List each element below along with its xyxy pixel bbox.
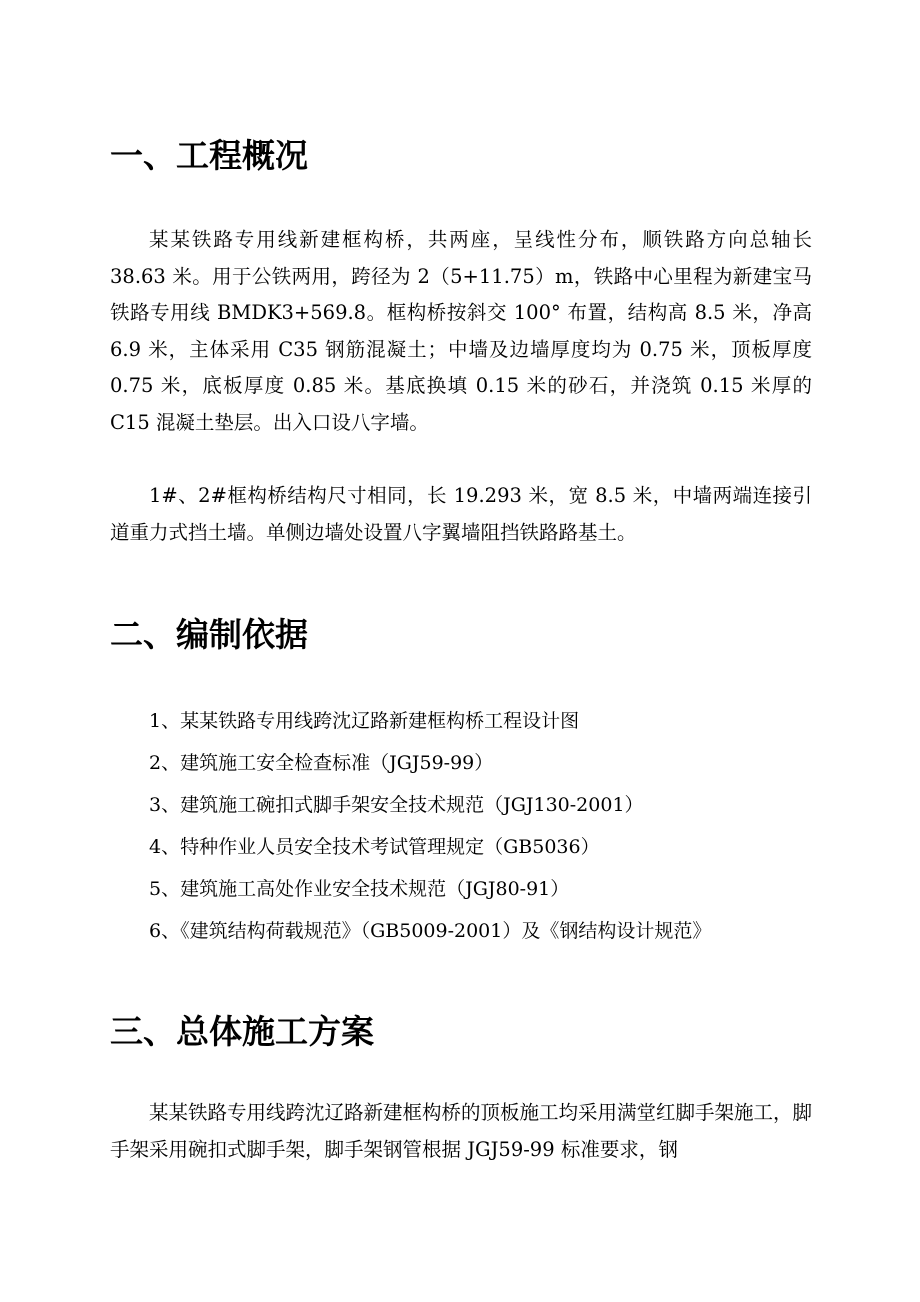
overview-paragraph-1: 某某铁路专用线新建框构桥，共两座，呈线性分布，顺铁路方向总轴长 38.63 米。用于公铁两用，跨径为 2（5+11.75）m，铁路中心里程为新建宝马铁路专用线 BMDK3+569.8。框构桥按斜交 100° 布置，结构高 8.5 米，净高 6.9 米，主体采用 C35 钢筋混凝土；中墙及边墙厚度均为 0.75 米，顶板厚度 0.75 米，底板厚度 0.85 米。基底换填 0.15 米的砂石，并浇筑 0.15 米厚的 C15 混凝土垫层。出入口设八字墙。 [110, 228, 812, 434]
section-heading-overview: 一、工程概况 [110, 136, 308, 175]
basis-list-item: 2、建筑施工安全检查标准（JGJ59-99） [149, 752, 494, 774]
basis-list-item: 4、特种作业人员安全技术考试管理规定（GB5036） [149, 836, 600, 858]
basis-list-item: 6、《建筑结构荷载规范》（GB5009-2001）及《钢结构设计规范》 [149, 920, 712, 942]
section-heading-plan: 三、总体施工方案 [110, 1012, 374, 1051]
basis-list [149, 700, 711, 952]
plan-paragraph-1: 某某铁路专用线跨沈辽路新建框构桥的顶板施工均采用满堂红脚手架施工，脚手架采用碗扣式脚手架，脚手架钢管根据 JGJ59-99 标准要求，钢 [110, 1101, 813, 1161]
basis-list-item: 5、建筑施工高处作业安全技术规范（JGJ80-91） [149, 878, 570, 900]
overview-paragraph-2: 1#、2#框构桥结构尺寸相同，长 19.293 米，宽 8.5 米，中墙两端连接引道重力式挡土墙。单侧边墙处设置八字翼墙阻挡铁路路基土。 [110, 484, 812, 544]
basis-list-item: 3、建筑施工碗扣式脚手架安全技术规范（JGJ130-2001） [149, 794, 644, 816]
basis-list-item: 1、某某铁路专用线跨沈辽路新建框构桥工程设计图 [149, 710, 580, 732]
section-heading-basis: 二、编制依据 [110, 615, 308, 654]
